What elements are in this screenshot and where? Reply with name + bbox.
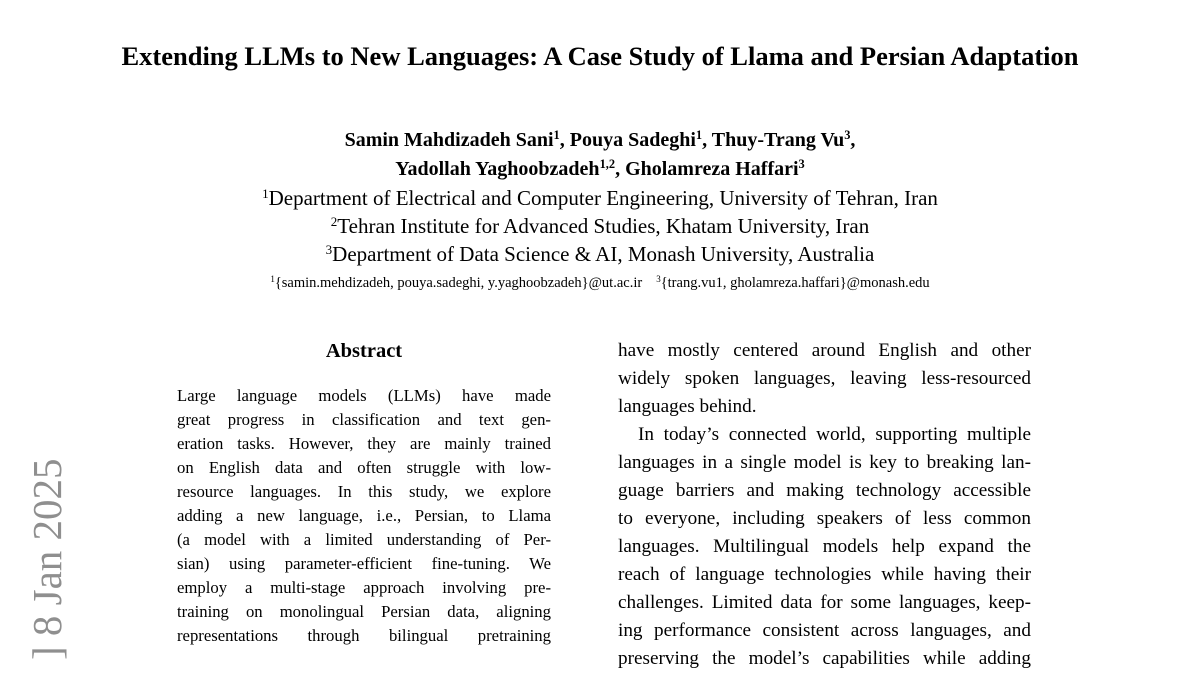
author-affil-marker: 1 <box>553 128 560 143</box>
author-separator: , <box>702 129 712 151</box>
body-line: preserving the model’s capabilities while adding <box>618 648 1031 669</box>
email-line <box>100 273 1100 293</box>
abstract-line: great progress in classification and text gen- <box>177 410 551 429</box>
author-name: Pouya Sadeghi <box>569 129 696 151</box>
abstract-line: (a model with a limited understanding of Per- <box>177 530 551 549</box>
arxiv-date-stamp: ] 8 Jan 2025 <box>24 458 70 660</box>
body-line: have mostly centered around English and other <box>618 340 1031 361</box>
author-affil-marker: 3 <box>798 157 805 172</box>
author-name: Thuy-Trang Vu <box>711 129 845 151</box>
body-line: languages. Multilingual models help expand the <box>618 536 1031 557</box>
author-name: Gholamreza Haffari <box>625 158 799 180</box>
abstract-line: employ a multi-stage approach involving pre- <box>177 578 551 597</box>
author-affil-marker: 1,2 <box>599 157 616 172</box>
affiliation-text: Department of Data Science & AI, Monash University, Australia <box>332 242 875 266</box>
abstract-line: eration tasks. However, they are mainly trained <box>177 434 551 453</box>
body-line: guage barriers and making technology accessible <box>618 480 1031 501</box>
body-line: languages behind. <box>618 396 757 417</box>
body-line: ing performance consistent across languages, and <box>618 620 1031 641</box>
author-list <box>100 126 1100 184</box>
body-line: to everyone, including speakers of less common <box>618 508 1031 529</box>
author-line-1 <box>100 126 1100 155</box>
email-group-ut: {samin.mehdizadeh, pouya.sadeghi, y.yaghoobzadeh}@ut.ac.ir <box>274 275 643 291</box>
author-separator: , <box>850 129 856 151</box>
author-separator: , <box>559 129 570 151</box>
body-line: challenges. Limited data for some languages, keep- <box>618 592 1031 613</box>
affiliation-text: Department of Electrical and Computer Engineering, University of Tehran, Iran <box>268 186 938 210</box>
body-line: languages in a single model is key to breaking lan- <box>618 452 1031 473</box>
body-line: In today’s connected world, supporting multiple <box>638 424 1031 445</box>
body-line: reach of language technologies while having their <box>618 564 1031 585</box>
abstract-line: adding a new language, i.e., Persian, to Llama <box>177 506 551 525</box>
email-marker: 1 <box>270 274 275 285</box>
affiliation-2 <box>100 213 1100 239</box>
abstract-heading: Abstract <box>325 340 403 362</box>
paper-title: Extending LLMs to New Languages: A Case Study of Llama and Persian Adaptation <box>121 41 1079 71</box>
abstract-line: Large language models (LLMs) have made <box>177 386 551 405</box>
affiliation-marker: 1 <box>262 185 269 201</box>
abstract-line: on English data and often struggle with low- <box>177 458 551 477</box>
affiliation-marker: 3 <box>325 241 333 257</box>
abstract-line: training on monolingual Persian data, aligning <box>177 602 551 621</box>
email-marker: 3 <box>656 274 661 285</box>
author-affil-marker: 3 <box>844 128 851 143</box>
email-group-monash: {trang.vu1, gholamreza.haffari}@monash.edu <box>660 275 930 291</box>
body-line: widely spoken languages, leaving less-resourced <box>618 368 1031 389</box>
author-affil-marker: 1 <box>695 128 703 143</box>
author-separator: , <box>615 158 626 180</box>
author-line-2 <box>100 155 1100 184</box>
affiliation-1 <box>100 185 1100 211</box>
abstract-line: resource languages. In this study, we explore <box>177 482 551 501</box>
abstract-line: sian) using parameter-efficient fine-tuning. We <box>177 554 551 573</box>
author-name: Samin Mahdizadeh Sani <box>344 129 554 151</box>
affiliation-text: Tehran Institute for Advanced Studies, Khatam University, Iran <box>337 214 870 238</box>
abstract-line: representations through bilingual pretraining <box>177 626 551 645</box>
affiliation-3 <box>100 241 1100 267</box>
affiliation-marker: 2 <box>330 213 338 229</box>
author-name: Yadollah Yaghoobzadeh <box>395 158 600 180</box>
